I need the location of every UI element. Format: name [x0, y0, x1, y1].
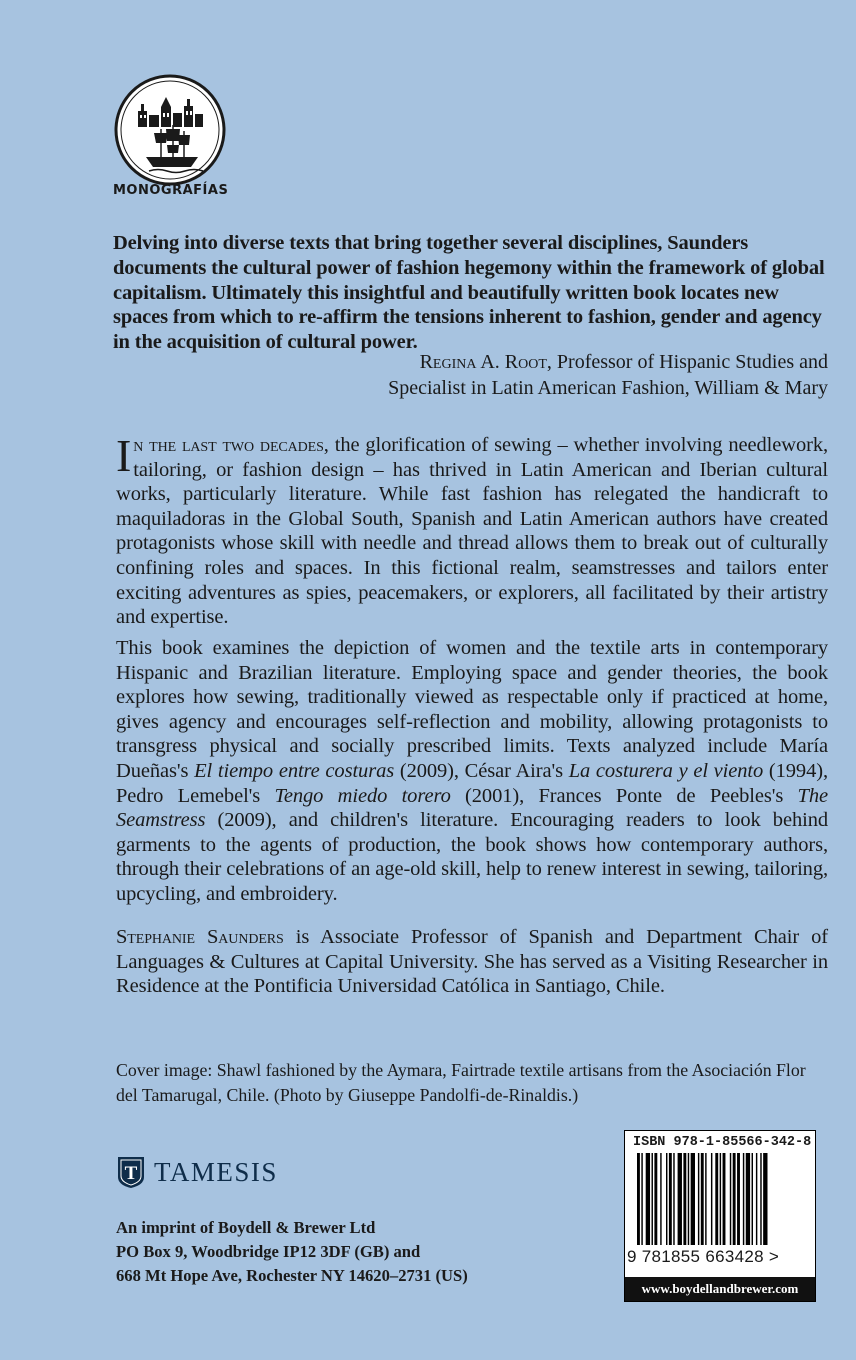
barcode-bar: [688, 1153, 689, 1245]
barcode-bar: [723, 1153, 726, 1245]
endorsement-attribution: [268, 349, 828, 401]
barcode-bar: [666, 1153, 667, 1245]
imprint-line: 668 Mt Hope Ave, Rochester NY 14620–2731 (US): [116, 1266, 468, 1285]
barcode-bar: [637, 1153, 640, 1245]
barcode-bar: [715, 1153, 718, 1245]
barcode-bar: [691, 1153, 695, 1245]
imprint-line: PO Box 9, Woodbridge IP12 3DF (GB) and: [116, 1242, 421, 1261]
barcode-bar: [669, 1153, 672, 1245]
barcode-bar: [678, 1153, 682, 1245]
paragraph-text: This book examines the depiction of women and the textile arts in contemporary Hispanic and Brazilian literature. Employing space and gender theories, the book explores how sewing, traditionally viewed as respectable only if practiced at home, gives agency and encourages self-reflection and mobility, allowing protagonists to transgress physical and socially prescribed limits. Texts analyzed include María Dueñas's: [116, 637, 828, 782]
barcode-bar: [733, 1153, 736, 1245]
publisher-logo: [116, 1154, 278, 1190]
paragraph-text: (2009), and children's literature. Encouraging readers to look behind garments to the agents of production, the book shows how contemporary authors, through their celebrations of an age-old skill, help to renew interest in sewing, tailoring, upcycling, and embroidery.: [116, 809, 828, 905]
barcode-bar: [646, 1153, 650, 1245]
badge-letter: T: [124, 1163, 138, 1184]
endorsement-quote: Delving into diverse texts that bring together several disciplines, Saunders documents the cultural power of fashion hegemony within the framework of global capitalism. Ultimately this insightful and beautifully written book locates new spaces from which to re-affirm the tensions inherent to fashion, gender and agency in the acquisition of cultural power.: [113, 232, 825, 354]
barcode-bar: [641, 1153, 642, 1245]
author-bio: [116, 925, 828, 999]
isbn-label: ISBN 978-1-85566-342-8: [633, 1135, 812, 1150]
barcode-bar: [756, 1153, 757, 1245]
drop-cap: I: [116, 430, 132, 481]
barcode-bar: [763, 1153, 767, 1245]
barcode-bar: [654, 1153, 657, 1245]
author-name: Stephanie Saunders: [116, 926, 284, 948]
barcode-bar: [746, 1153, 750, 1245]
paragraph-text: (1994), Pedro Lemebel's: [116, 759, 828, 807]
barcode-bar: [743, 1153, 744, 1245]
monografias-logo: [113, 73, 227, 187]
paragraph-text: (2009), César Aira's: [394, 759, 569, 782]
barcode-bar: [711, 1153, 712, 1245]
endorser-title-line2: Specialist in Latin American Fashion, William & Mary: [388, 377, 828, 399]
lead-in-smallcaps: n the last two decades: [133, 434, 324, 456]
barcode-bar: [730, 1153, 731, 1245]
imprint-line: An imprint of Boydell & Brewer Ltd: [116, 1218, 376, 1237]
barcode-bar: [737, 1153, 740, 1245]
barcode-bar: [720, 1153, 721, 1245]
book-title: The Seamstress: [116, 784, 828, 832]
tamesis-badge-icon: [116, 1155, 146, 1189]
paragraph-text: (2001), Frances Ponte de Peebles's: [450, 784, 798, 807]
barcode-bar: [701, 1153, 704, 1245]
imprint-address: [116, 1216, 536, 1288]
description-paragraph-1: [116, 430, 828, 630]
book-title: Tengo miedo torero: [274, 784, 451, 807]
barcode-bar: [752, 1153, 753, 1245]
barcode-bar: [705, 1153, 706, 1245]
book-title: La costurera y el viento: [568, 759, 764, 782]
endorser-title-line1: , Professor of Hispanic Studies and: [546, 351, 828, 373]
endorser-name: Regina A. Root: [419, 351, 547, 373]
author-bio-text: is Associate Professor of Spanish and Department Chair of Languages & Cultures at Capital University. She has served as a Visiting Researcher in Residence at the Pontificia Universidad Católica in Santiago, Chile.: [116, 926, 828, 998]
barcode-bar: [698, 1153, 699, 1245]
description-paragraph-2: [116, 636, 828, 907]
barcode-bar: [673, 1153, 674, 1245]
barcode-bar: [683, 1153, 686, 1245]
barcode-bars: [633, 1153, 807, 1247]
barcode-bar: [760, 1153, 761, 1245]
series-label: MONOGRAFÍAS: [113, 183, 229, 198]
ship-and-buildings-emblem-icon: [113, 73, 227, 187]
isbn-barcode: [624, 1130, 816, 1302]
isbn-digits: 9 781855 663428 >: [627, 1247, 780, 1266]
publisher-name: TAMESIS: [154, 1156, 278, 1187]
barcode-bar: [652, 1153, 653, 1245]
cover-image-credit: Cover image: Shawl fashioned by the Aymara, Fairtrade textile artisans from the Asociación Flor del Tamarugal, Chile. (Photo by Giuseppe Pandolfi-de-Rinaldis.): [116, 1060, 806, 1105]
publisher-url: www.boydellandbrewer.com: [625, 1277, 815, 1301]
book-title: El tiempo entre costuras: [194, 759, 395, 782]
paragraph-text: , the glorification of sewing – whether involving needlework, tailoring, or fashion design – has thrived in Latin American and Iberian cultural works, particularly literature. While fast fashion has relegated the handicraft to maquiladoras in the Global South, Spanish and Latin American authors have created protagonists whose skill with needle and thread allows them to break out of culturally confining roles and spaces. In this fictional realm, seamstresses and tailors enter exciting adventures as spies, peacemakers, or explorers, all facilitated by their artistry and expertise.: [116, 434, 828, 629]
barcode-bar: [660, 1153, 661, 1245]
